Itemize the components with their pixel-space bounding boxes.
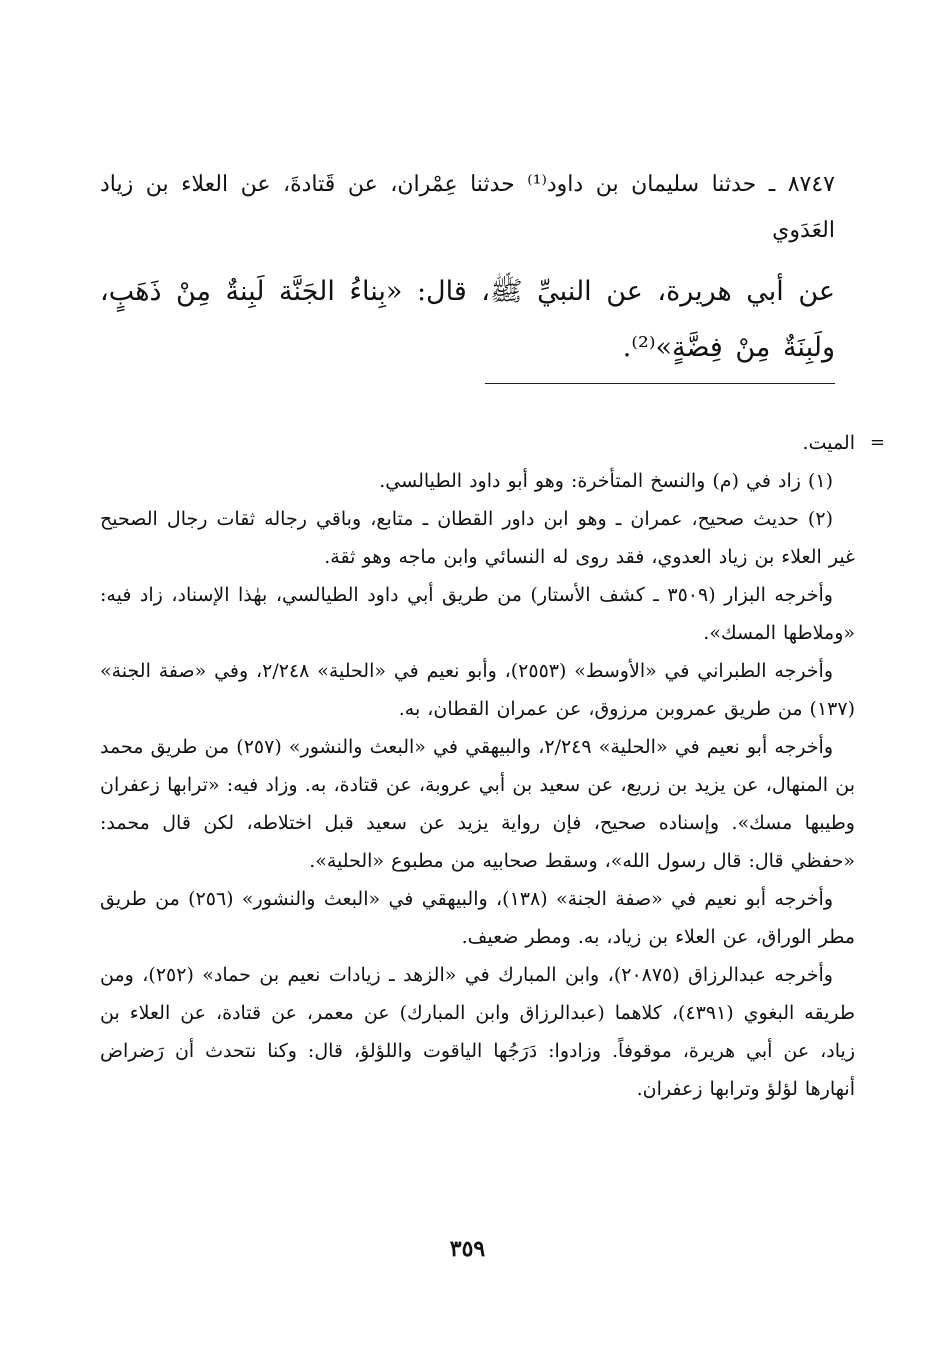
continuation-text: الميت. (802, 432, 855, 454)
page-number: ٣٥٩ (449, 1236, 486, 1262)
footnote-paragraph: وأخرجه أبو نعيم في «صفة الجنة» (١٣٨)، والبيهقي في «البعث والنشور» (٢٥٦) من طريق مطر الوراق، عن العلاء بن زياد، به. ومطر ضعيف. (100, 888, 855, 948)
footnotes-section (100, 424, 885, 1108)
footnote-paragraph: وأخرجه البزار (٣٥٠٩ ـ كشف الأستار) من طريق أبي داود الطيالسي، بهٰذا الإسناد، زاد فيه: «وملاطها المسك». (100, 584, 855, 644)
footnote-paragraph: وأخرجه الطبراني في «الأوسط» (٢٥٥٣)، وأبو نعيم في «الحلية» ٢/٢٤٨، وفي «صفة الجنة» (١٣٧) من طريق عمروبن مرزوق، عن عمران القطان، به. (100, 660, 855, 720)
footnote-divider (485, 383, 835, 384)
hadith-isnad: ٨٧٤٧ ـ حدثنا سليمان بن داود⁽¹⁾ حدثنا عِمْران، عن قَتادةَ، عن العلاء بن زياد العَدَوي (100, 172, 835, 243)
footnote-paragraph: وأخرجه عبدالرزاق (٢٠٨٧٥)، وابن المبارك في «الزهد ـ زيادات نعيم بن حماد» (٢٥٢)، ومن طريقه البغوي (٤٣٩١)، كلاهما (عبدالرزاق وابن المبارك) عن معمر، عن قتادة، عن العلاء بن زياد، عن أبي هريرة، موقوفاً. وزادوا: دَرَجُها الياقوت واللؤلؤ، قال: وكنا نتحدث أن رَضراض أنهارها لؤلؤ وترابها زعفران. (100, 964, 855, 1100)
footnote-2: (٢) حديث صحيح، عمران ـ وهو ابن داور القطان ـ متابع، وباقي رجاله ثقات رجال الصحيح غير العلاء بن زياد العدوي، فقد روى له النسائي وابن ماجه وهو ثقة. (100, 508, 855, 568)
continuation-mark: = (869, 432, 885, 453)
hadith-matn: عن أبي هريرة، عن النبيِّ ﷺ، قال: «بِناءُ الجَنَّة لَبِنةٌ مِنْ ذَهَبٍ، ولَبِنَةٌ مِنْ فِضَّةٍ»⁽²⁾. (100, 276, 835, 363)
footnote-continuation (100, 424, 885, 462)
footnote-paragraph: وأخرجه أبو نعيم في «الحلية» ٢/٢٤٩، والبيهقي في «البعث والنشور» (٢٥٧) من طريق محمد بن المنهال، عن يزيد بن زريع، عن سعيد بن أبي عروبة، عن قتادة، به. وزاد فيه: «ترابها زعفران وطيبها مسك». وإسناده صحيح، فإن رواية يزيد عن سعيد قبل اختلاطه، لكن قال محمد: «حفظي قال: قال رسول الله»، وسقط صحابيه من مطبوع «الحلية». (100, 736, 855, 872)
footnote-1: (١) زاد في (م) والنسخ المتأخرة: وهو أبو داود الطيالسي. (379, 470, 833, 492)
